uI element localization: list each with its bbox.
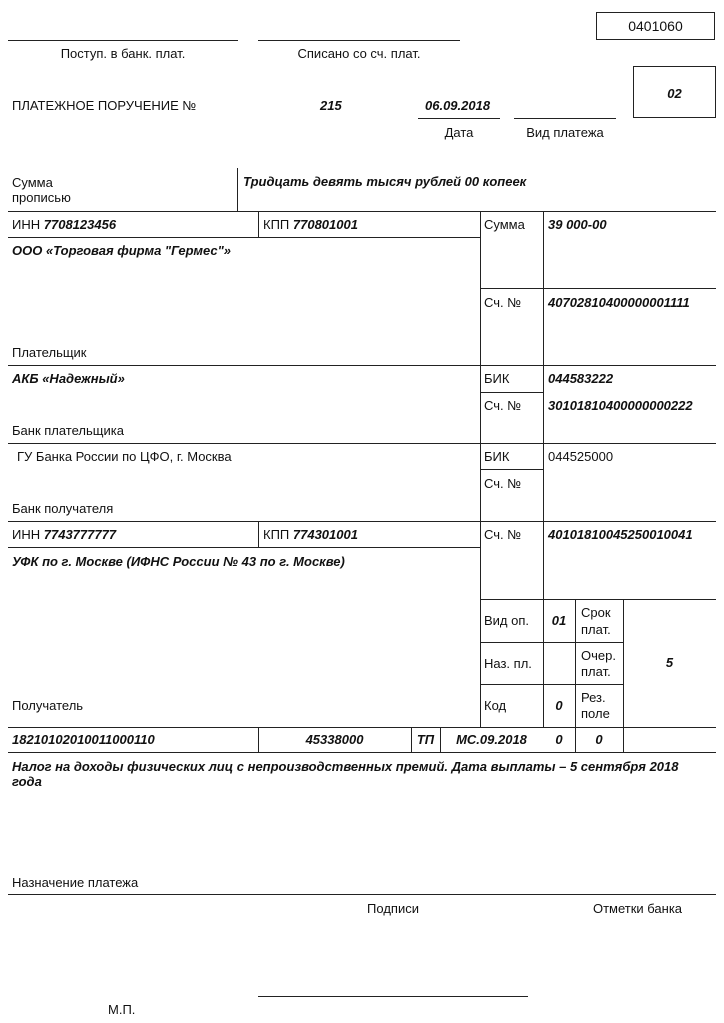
grid-line-547 (8, 547, 480, 548)
payee-bank-label: Банк получателя (12, 501, 114, 516)
amount-words-divider (237, 168, 238, 211)
payee-inn-label: ИНН (12, 527, 41, 542)
payer-account-value: 40702810400000001111 (548, 295, 690, 310)
reserve-label-1: Рез. (581, 690, 606, 705)
code-label: Код (484, 698, 507, 713)
date-line (418, 118, 500, 119)
tax-doc-number: 0 (555, 732, 563, 747)
op-type-value: 01 (551, 613, 567, 628)
grid-line-521 (8, 521, 716, 522)
status-code: 02 (667, 86, 682, 101)
payee-kpp-value: 774301001 (292, 527, 358, 542)
grid-line-211 (8, 211, 716, 212)
reserve-label-2: поле (581, 706, 610, 721)
grid-line-684 (480, 684, 623, 685)
grid-vline-258-a (258, 211, 259, 237)
order-label-2: плат. (581, 664, 611, 679)
grid-line-599 (480, 599, 716, 600)
purpose-label: Назначение платежа (12, 875, 139, 890)
payer-sum-label: Сумма (484, 217, 525, 232)
tax-period: МС.09.2018 (456, 732, 527, 747)
grid-line-365 (8, 365, 716, 366)
grid-line-642 (480, 642, 623, 643)
signatures-label: Подписи (367, 901, 419, 916)
grid-line-894 (8, 894, 716, 895)
payee-bank-name: ГУ Банка России по ЦФО, г. Москва (17, 449, 232, 464)
received-label: Поступ. в банк. плат. (60, 46, 186, 61)
payer-label: Плательщик (12, 345, 87, 360)
document-date: 06.09.2018 (425, 98, 491, 113)
order-value: 5 (665, 655, 674, 670)
tax-oktmo: 45338000 (305, 732, 364, 747)
payee-account-value: 40101810045250010041 (548, 527, 693, 542)
payer-kpp-value: 770801001 (292, 217, 358, 232)
stamp-label: М.П. (108, 1002, 136, 1017)
payee-label: Получатель (12, 698, 84, 713)
payee-name: УФК по г. Москве (ИФНС России № 43 по г. Москве) (12, 554, 345, 569)
payer-sum-value: 39 000-00 (548, 217, 607, 232)
tax-basis: ТП (416, 732, 435, 747)
payment-type-label: Вид платежа (526, 125, 604, 140)
amount-words-label-1: Сумма (12, 175, 53, 190)
grid-line-469 (480, 469, 543, 470)
tax-doc-date: 0 (595, 732, 603, 747)
op-type-label: Вид оп. (484, 613, 530, 628)
code-value: 0 (555, 698, 563, 713)
amount-words-label-2: прописью (12, 190, 71, 205)
payer-bank-account-label: Сч. № (484, 398, 522, 413)
payee-kpp-label: КПП (263, 527, 290, 542)
payee-bank-bik-value: 044525000 (548, 449, 614, 464)
payee-bank-bik-label: БИК (484, 449, 510, 464)
grid-line-288 (480, 288, 716, 289)
amount-words-value: Тридцать девять тысяч рублей 00 копеек (243, 174, 527, 189)
payer-inn (12, 217, 116, 232)
document-number: 215 (320, 98, 342, 113)
grid-line-727 (8, 727, 716, 728)
debited-label: Списано со сч. плат. (297, 46, 421, 61)
document-title: ПЛАТЕЖНОЕ ПОРУЧЕНИЕ № (12, 98, 197, 113)
payer-account-label: Сч. № (484, 295, 522, 310)
payee-bank-account-label: Сч. № (484, 476, 522, 491)
form-code: 0401060 (628, 18, 683, 34)
grid-vline-480 (480, 211, 481, 727)
grid-vline-543 (543, 211, 544, 727)
payee-inn (12, 527, 116, 542)
grid-vline-258-b (258, 521, 259, 547)
order-label-1: Очер. (581, 648, 616, 663)
grid-vline-575 (575, 599, 576, 752)
grid-line-237 (8, 237, 480, 238)
payee-kpp (263, 527, 358, 542)
debited-line (258, 40, 460, 41)
payer-inn-label: ИНН (12, 217, 41, 232)
payee-account-label: Сч. № (484, 527, 522, 542)
payer-name: ООО «Торговая фирма "Гермес"» (12, 243, 232, 258)
tax-kbk: 18210102010011000110 (12, 732, 155, 747)
term-label-1: Срок (581, 605, 611, 620)
payer-inn-value: 7708123456 (43, 217, 117, 232)
purpose-code-label: Наз. пл. (484, 656, 532, 671)
payment-type-line (514, 118, 616, 119)
signature-line (258, 996, 528, 997)
grid-line-443 (8, 443, 716, 444)
payer-bank-name: АКБ «Надежный» (12, 371, 125, 386)
payer-bank-account-value: 30101810400000000222 (548, 398, 693, 413)
grid-vline-623 (623, 599, 624, 752)
grid-line-752 (8, 752, 716, 753)
purpose-text: Налог на доходы физических лиц с непроизводственных премий. Дата выплаты – 5 сентября 2018 года (12, 759, 679, 789)
payer-kpp-label: КПП (263, 217, 290, 232)
received-line (8, 40, 238, 41)
payee-inn-value: 7743777777 (43, 527, 117, 542)
payer-kpp (263, 217, 358, 232)
term-label-2: плат. (581, 622, 611, 637)
payer-bank-label: Банк плательщика (12, 423, 124, 438)
payer-bank-bik-label: БИК (484, 371, 510, 386)
date-label: Дата (444, 125, 474, 140)
payer-bank-bik-value: 044583222 (548, 371, 614, 386)
grid-line-392 (480, 392, 543, 393)
bank-marks-label: Отметки банка (592, 901, 683, 916)
